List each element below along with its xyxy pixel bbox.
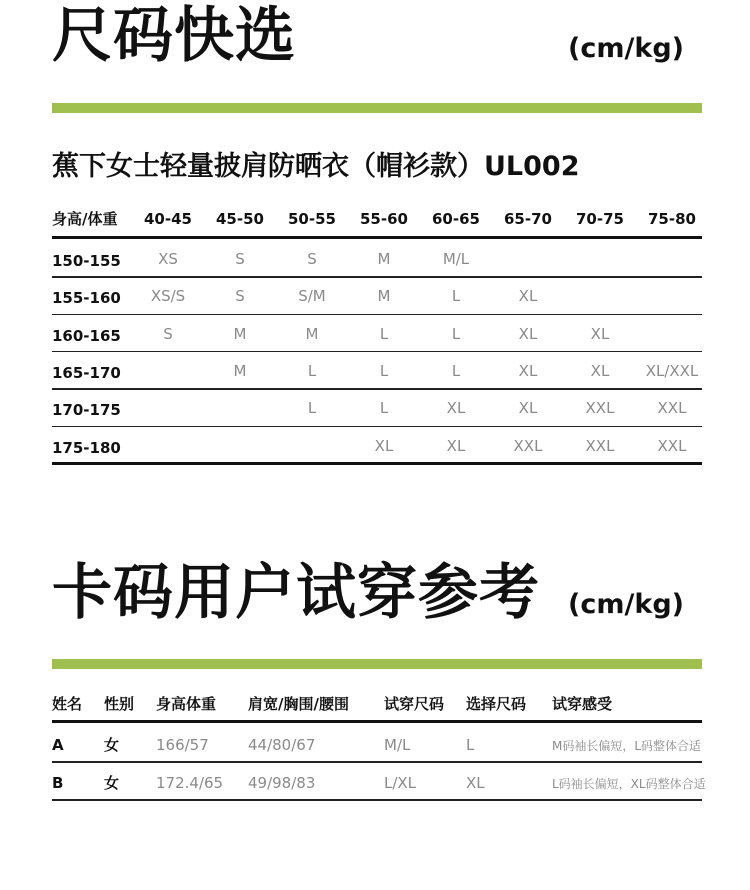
- size-cell: XL: [518, 287, 538, 306]
- user-table-header: 选择尺码: [466, 695, 527, 713]
- user-row-divider: [52, 761, 702, 763]
- user-cell-feeling: M码袖长偏短，L码整体合适: [552, 739, 702, 753]
- user-header-rule: [52, 720, 702, 723]
- user-table-header: 性别: [104, 695, 135, 713]
- size-cell: S: [235, 250, 245, 268]
- user-cell-measurements: 49/98/83: [248, 774, 316, 792]
- size-cell: XS/S: [150, 287, 186, 306]
- user-cell-gender: 女: [104, 736, 120, 754]
- height-range-label: 150-155: [52, 252, 121, 270]
- size-cell: M/L: [442, 250, 470, 268]
- size-cell: XL: [518, 399, 538, 418]
- user-cell-gender: 女: [104, 774, 120, 792]
- size-cell: L: [379, 399, 389, 418]
- user-row-divider: [52, 799, 702, 801]
- weight-header: 70-75: [576, 210, 624, 228]
- user-table-header: 试穿感受: [552, 695, 613, 713]
- user-cell-tried: L/XL: [384, 774, 417, 792]
- size-cell: XS: [158, 250, 178, 268]
- user-cell-name: B: [52, 774, 64, 792]
- size-cell: L: [307, 399, 317, 418]
- size-cell: S: [307, 250, 317, 268]
- size-cell: S/M: [298, 287, 326, 306]
- size-cell: XL: [446, 399, 466, 418]
- size-cell: XL: [590, 361, 610, 380]
- corner-header: 身高/体重: [52, 210, 118, 228]
- height-range-label: 160-165: [52, 326, 121, 345]
- section1-unit: (cm/kg): [568, 33, 684, 64]
- size-cell: L: [451, 361, 461, 380]
- weight-header: 45-50: [216, 210, 264, 228]
- user-table-header: 姓名: [52, 695, 83, 713]
- size-cell: M: [377, 250, 391, 268]
- size-cell: XL: [590, 324, 610, 343]
- size-cell: M: [377, 287, 391, 306]
- size-cell: XL: [374, 436, 394, 455]
- user-table-header: 身高体重: [156, 695, 217, 713]
- user-cell-height-weight: 172.4/65: [156, 774, 224, 792]
- size-cell: S: [163, 324, 173, 343]
- weight-header: 50-55: [288, 210, 336, 228]
- size-cell: L: [379, 324, 389, 343]
- size-cell: L: [379, 361, 389, 380]
- size-cell: S: [235, 287, 245, 306]
- weight-header: 55-60: [360, 210, 408, 228]
- section2-title: 卡码用户试穿参考: [52, 558, 540, 628]
- size-cell: XL: [518, 361, 538, 380]
- size-cell: XXL: [585, 436, 615, 455]
- weight-header: 60-65: [432, 210, 480, 228]
- weight-header: 40-45: [144, 210, 192, 228]
- height-range-label: 170-175: [52, 401, 121, 420]
- user-cell-name: A: [52, 736, 64, 754]
- weight-header: 75-80: [648, 210, 696, 228]
- size-cell: XL: [518, 324, 538, 343]
- height-range-label: 175-180: [52, 438, 121, 457]
- section2-unit: (cm/kg): [568, 589, 684, 620]
- user-table-header: 试穿尺码: [384, 695, 445, 713]
- size-cell: XL: [446, 436, 466, 455]
- size-cell: XXL: [657, 436, 687, 455]
- user-cell-measurements: 44/80/67: [248, 736, 316, 754]
- size-cell: XXL: [657, 399, 687, 418]
- user-cell-tried: M/L: [384, 736, 411, 754]
- size-cell: M: [233, 361, 247, 380]
- user-cell-height-weight: 166/57: [156, 736, 209, 754]
- user-table-header: 肩宽/胸围/腰围: [248, 695, 349, 713]
- size-cell: XXL: [585, 399, 615, 418]
- user-cell-feeling: L码袖长偏短，XL码整体合适: [552, 777, 706, 791]
- height-range-label: 165-170: [52, 363, 121, 382]
- size-cell: M: [305, 324, 319, 343]
- height-range-label: 155-160: [52, 289, 121, 308]
- product-title: 蕉下女士轻量披肩防晒衣（帽衫款）UL002: [52, 151, 580, 182]
- weight-header: 65-70: [504, 210, 552, 228]
- user-cell-chosen: L: [466, 736, 475, 754]
- size-cell: M: [233, 324, 247, 343]
- size-cell: L: [451, 324, 461, 343]
- size-cell: L: [451, 287, 461, 306]
- size-cell: XL/XXL: [645, 361, 699, 380]
- size-cell: L: [307, 361, 317, 380]
- section1-title: 尺码快选: [52, 1, 296, 71]
- user-cell-chosen: XL: [466, 774, 485, 792]
- size-cell: XXL: [513, 436, 543, 455]
